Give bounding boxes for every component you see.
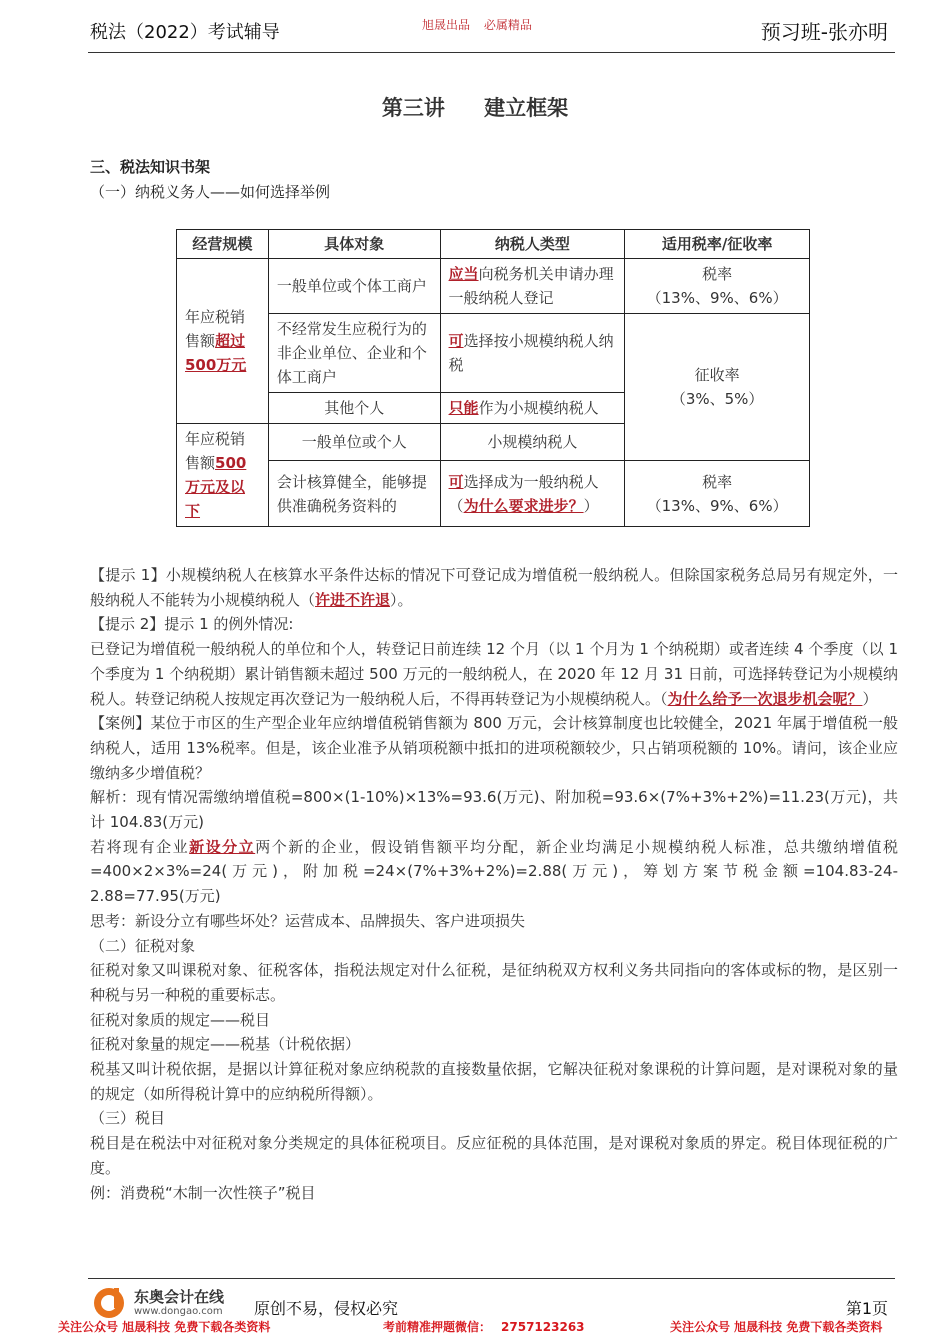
page-number: 第1页: [845, 1299, 888, 1318]
table-cell: 不经常发生应税行为的非企业单位、企业和个体工商户: [268, 314, 440, 393]
table-row: [177, 461, 810, 527]
subsection-heading: （二）征税对象: [90, 936, 196, 955]
plan: 若将现有企业新设分立两个新的企业，假设销售额平均分配，新企业均满足小规模纳税人标准，总共缴纳增值税=400×2×3%=24(万元)，附加税=24×(7%+3%+2%)=2.88(万元)，筹划方案节税金额=104.83-24-2.88=77.95(万元): [90, 837, 898, 906]
footer-divider: [88, 1278, 895, 1279]
table-cell: 应当向税务机关申请办理一般纳税人登记: [440, 259, 625, 314]
title-topic: 建立框架: [484, 96, 569, 120]
case: 【案例】某位于市区的生产型企业年应纳增值税销售额为 800 万元，会计核算制度也比较健全，2021 年属于增值税一般纳税人，适用 13%税率。但是，该企业准予从销项税额中抵扣的进项税额较少，只占销项税额的 10%。请问，该企业应缴纳多少增值税？: [90, 714, 898, 782]
highlight-text: 许进不许退: [315, 590, 391, 609]
scale-over-cell: 年应税销售额超过500万元: [177, 259, 269, 424]
tip-2-body: 已登记为增值税一般纳税人的单位和个人，转登记日前连续 12 个月（以 1 个月为 1 个纳税期）或者连续 4 个季度（以 1 个季度为 1 个纳税期）累计销售额未超过 500 万元的一般纳税人，在 2020 年 12 月 31 日前，可选择转登记为小规模纳税人。转登记纳税人按规定再次登记为一般纳税人后，不得再转登记为小规模纳税人。（为什么给予一次退步机会呢？）: [90, 640, 898, 708]
section-heading: 三、税法知识书架: [90, 158, 211, 176]
table-header: 经营规模: [177, 230, 269, 259]
title-lecture: 第三讲: [381, 96, 445, 120]
highlight-text: 超过500万元: [185, 332, 247, 374]
highlight-text: 为什么给予一次退步机会呢？: [667, 689, 863, 708]
table-cell: 一般单位或个人: [268, 424, 440, 461]
table-header-row: [177, 230, 810, 259]
subsection-heading: （三）税目: [90, 1109, 166, 1128]
header-course: 预习班-张亦明: [760, 20, 888, 44]
table-header: 具体对象: [268, 230, 440, 259]
think: 思考：新设分立有哪些坏处？运营成本、品牌损失、客户进项损失: [90, 911, 526, 930]
paragraph: 征税对象又叫课税对象、征税客体，指税法规定对什么征税，是征纳税双方权利义务共同指向的客体或标的物，是区别一种税与另一种税的重要标志。: [90, 961, 898, 1004]
paragraph: 税目是在税法中对征税对象分类规定的具体征税项目。反应征税的具体范围，是对课税对象质的界定。税目体现征税的广度。: [90, 1134, 898, 1177]
table-row: [177, 259, 810, 314]
table-cell: 其他个人: [268, 393, 440, 424]
header-watermark: [422, 16, 542, 33]
tip-1: 【提示 1】小规模纳税人在核算水平条件达标的情况下可登记成为增值税一般纳税人。但除国家税务总局另有规定外，一般纳税人不能转为小规模纳税人（许进不许退）。: [90, 566, 898, 609]
highlight-text: 新设分立: [189, 837, 256, 856]
footer-promo-left: 关注公众号 旭晟科技 免费下载各类资料: [58, 1320, 271, 1334]
table-cell: 税率 （13%、9%、6%）: [625, 259, 810, 314]
table-header: 纳税人类型: [440, 230, 625, 259]
highlight-text: 为什么要求进步？: [463, 496, 584, 515]
dongao-logo-icon: [92, 1286, 126, 1320]
paragraph: 例：消费税“木制一次性筷子”税目: [90, 1183, 316, 1202]
table-header: 适用税率/征收率: [625, 230, 810, 259]
scale-under-cell: 年应税销售额500万元及以下: [177, 424, 269, 527]
table-cell: 可选择按小规模纳税人纳税: [440, 314, 625, 393]
table-cell: 一般单位或个体工商户: [268, 259, 440, 314]
paragraph: 税基又叫计税依据，是据以计算征税对象应纳税款的直接数量依据，它解决征税对象课税的计算问题，是对课税对象的量的规定（如所得税计算中的应纳税所得额）。: [90, 1060, 898, 1103]
footer-promo-right: 关注公众号 旭晟科技 免费下载各类资料: [670, 1320, 883, 1334]
table-row: [177, 314, 810, 393]
table-cell: 征收率 （3%、5%）: [625, 314, 810, 461]
highlight-text: 只能: [448, 399, 479, 417]
table-cell: 会计核算健全，能够提供准确税务资料的: [268, 461, 440, 527]
header-divider: [88, 52, 895, 53]
tip-2: 【提示 2】提示 1 的例外情况:: [90, 615, 294, 634]
highlight-text: 可: [448, 332, 464, 350]
page-title: [0, 92, 950, 122]
paragraph: 征税对象量的规定——税基（计税依据）: [90, 1035, 361, 1054]
paragraph: 征税对象质的规定——税目: [90, 1010, 271, 1029]
highlight-text: 应当: [448, 265, 479, 283]
logo-url: www.dongao.com: [134, 1306, 223, 1317]
header-watermark-2: 必属精品: [483, 18, 532, 32]
copyright-notice: 原创不易，侵权必究: [254, 1299, 399, 1318]
footer-promo-middle: 考前精准押题微信： 2757123263: [383, 1320, 585, 1334]
body-text: [90, 563, 898, 1205]
table-cell: 只能作为小规模纳税人: [440, 393, 625, 424]
header-title: 税法（2022）考试辅导: [90, 22, 280, 43]
header-watermark-1: 旭晟出品: [422, 18, 471, 32]
taxpayer-table: [176, 229, 810, 527]
highlight-text: 可: [448, 472, 464, 491]
logo-name: 东奥会计在线: [134, 1288, 225, 1306]
highlight-text: 500万元及以下: [185, 454, 247, 520]
table-cell: 税率 （13%、9%、6%）: [625, 461, 810, 527]
analysis: 解析：现有情况需缴纳增值税=800×(1-10%)×13%=93.6(万元)、附加税=93.6×(7%+3%+2%)=11.23(万元)，共计 104.83(万元): [90, 788, 898, 832]
table-cell: 可选择成为一般纳税人（为什么要求进步？）: [440, 461, 625, 527]
subsection-heading: （一）纳税义务人——如何选择举例: [90, 183, 331, 201]
table-cell: 小规模纳税人: [440, 424, 625, 461]
